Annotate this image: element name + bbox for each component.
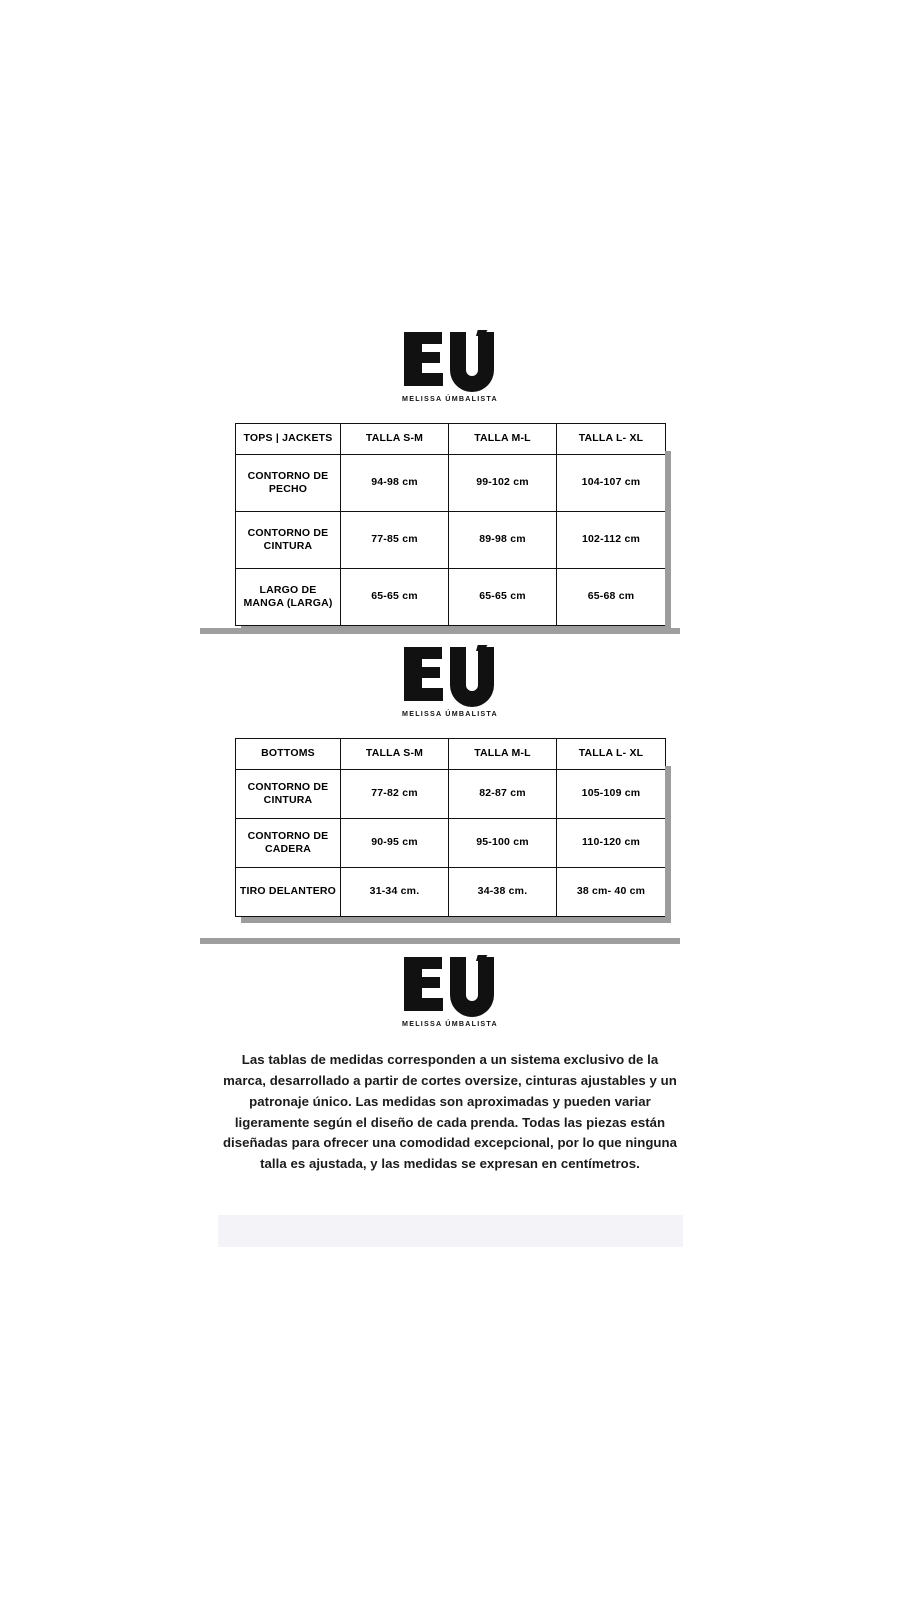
table-header-row [236, 424, 666, 455]
table-row [236, 569, 666, 626]
brand-logo-bottoms [0, 645, 900, 718]
column-header: TOPS | JACKETS [236, 424, 341, 455]
cell-value: 65-65 cm [449, 569, 557, 626]
bottoms-table-wrap [235, 738, 665, 917]
column-header: TALLA L- XL [557, 739, 666, 770]
notes-background-panel [218, 1215, 683, 1247]
section-notes [0, 955, 900, 1175]
section-divider [200, 938, 680, 944]
brand-logo-icon [402, 330, 498, 392]
column-header: TALLA S-M [341, 739, 449, 770]
section-bottoms [0, 645, 900, 917]
measurements-note: Las tablas de medidas corresponden a un sistema exclusivo de la marca, desarrollado a partir de cortes oversize, cinturas ajustables y un patronaje único. Las medidas son aproximadas y pueden variar ligeramente según el diseño de cada prenda. Todas las piezas están diseñadas para ofrecer una comodidad excepcional, por lo que ninguna talla es ajustada, y las medidas se expresan en centímetros. [222, 1052, 678, 1172]
cell-value: 65-65 cm [341, 569, 449, 626]
brand-logo-tops [0, 330, 900, 403]
column-header: BOTTOMS [236, 739, 341, 770]
row-label: CONTORNO DE CINTURA [236, 512, 341, 569]
cell-value: 89-98 cm [449, 512, 557, 569]
cell-value: 34-38 cm. [449, 868, 557, 917]
cell-value: 104-107 cm [557, 455, 666, 512]
brand-tagline: MELISSA ÚMBALISTA [402, 1021, 498, 1028]
table-header-row [236, 739, 666, 770]
column-header: TALLA S-M [341, 424, 449, 455]
cell-value: 95-100 cm [449, 819, 557, 868]
tops-table-wrap [235, 423, 665, 626]
brand-tagline: MELISSA ÚMBALISTA [402, 396, 498, 403]
section-divider [200, 628, 680, 634]
brand-logo-notes [0, 955, 900, 1028]
row-label: CONTORNO DE CADERA [236, 819, 341, 868]
row-label: LARGO DE MANGA (LARGA) [236, 569, 341, 626]
cell-value: 102-112 cm [557, 512, 666, 569]
table-row [236, 819, 666, 868]
row-label: TIRO DELANTERO [236, 868, 341, 917]
tops-size-table [235, 423, 666, 626]
brand-logo-icon [402, 955, 498, 1017]
table-shadow-right [665, 766, 671, 923]
section-tops-jackets [0, 330, 900, 626]
column-header: TALLA M-L [449, 424, 557, 455]
cell-value: 105-109 cm [557, 770, 666, 819]
table-row [236, 770, 666, 819]
cell-value: 90-95 cm [341, 819, 449, 868]
cell-value: 77-82 cm [341, 770, 449, 819]
cell-value: 82-87 cm [449, 770, 557, 819]
table-shadow-bottom [241, 917, 671, 923]
table-row [236, 868, 666, 917]
bottoms-size-table [235, 738, 666, 917]
column-header: TALLA M-L [449, 739, 557, 770]
cell-value: 110-120 cm [557, 819, 666, 868]
cell-value: 31-34 cm. [341, 868, 449, 917]
brand-logo-icon [402, 645, 498, 707]
column-header: TALLA L- XL [557, 424, 666, 455]
cell-value: 77-85 cm [341, 512, 449, 569]
row-label: CONTORNO DE CINTURA [236, 770, 341, 819]
brand-tagline: MELISSA ÚMBALISTA [402, 711, 498, 718]
cell-value: 94-98 cm [341, 455, 449, 512]
table-shadow-right [665, 451, 671, 632]
cell-value: 65-68 cm [557, 569, 666, 626]
table-row [236, 512, 666, 569]
row-label: CONTORNO DE PECHO [236, 455, 341, 512]
cell-value: 99-102 cm [449, 455, 557, 512]
table-row [236, 455, 666, 512]
cell-value: 38 cm- 40 cm [557, 868, 666, 917]
